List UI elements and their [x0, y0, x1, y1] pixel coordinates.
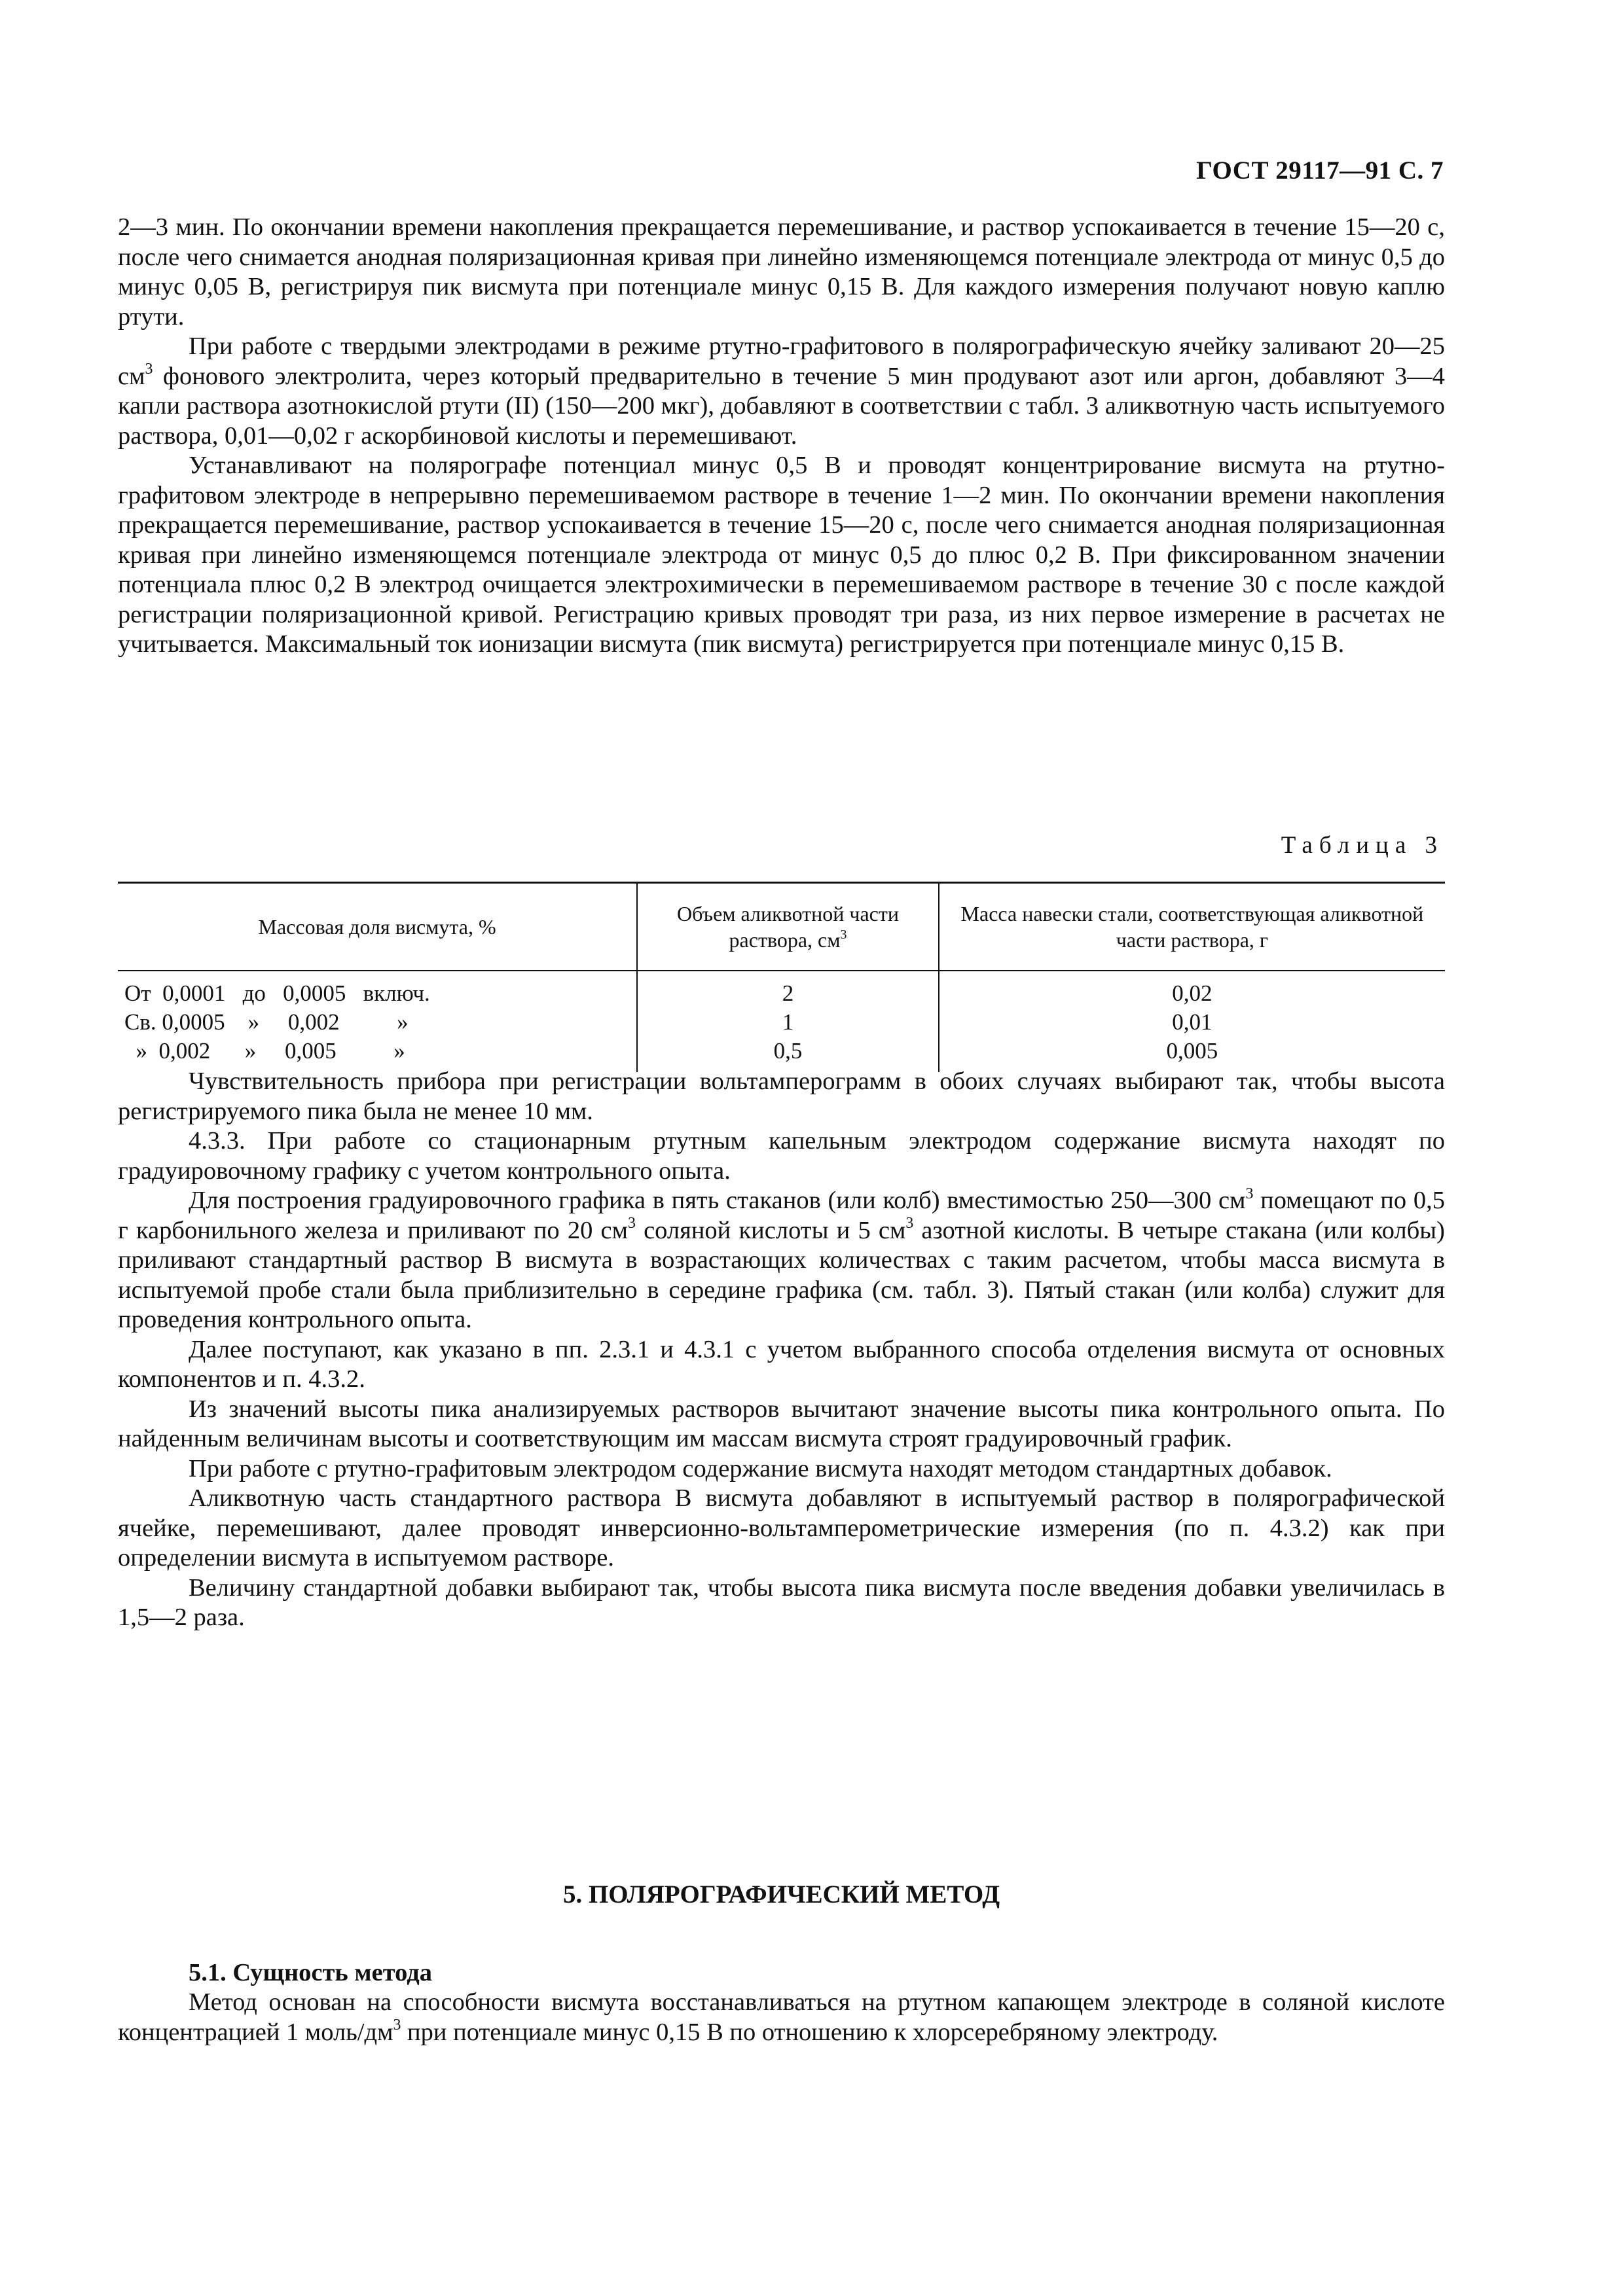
paragraph: [118, 1454, 1445, 1484]
superscript: 3: [393, 2017, 401, 2034]
paragraph: [118, 1186, 1445, 1335]
paragraph-text: Устанавливают на полярографе потенциал минус 0,5 В и проводят концентрирование висмута на ртутно-графитовом электроде в непрерывно перемешиваемом растворе в течение 1—2 мин. По окончании времени накопления прекращается перемешивание, раствор успокаивается в течение 15—20 с, после чего снимается анодная поляризационная кривая при линейно изменяющемся потенциале электрода от минус 0,5 до плюс 0,2 В. При фиксированном значении потенциала плюс 0,2 В электрод очищается электрохимически в перемешиваемом растворе в течение 30 с после каждой регистрации поляризационной кривой. Регистрацию кривых проводят три раза, из них первое измерение в расчетах не учитывается. Максимальный ток ионизации висмута (пик висмута) регистрируется при потенциале минус 0,15 В.: [118, 452, 1445, 658]
column-header: [637, 883, 939, 971]
superscript: 3: [627, 1215, 636, 1232]
text-block-lower: [118, 1988, 1445, 2047]
paragraph: [118, 1573, 1445, 1633]
paragraph-text: Далее поступают, как указано в пп. 2.3.1 и 4.3.1 с учетом выбранного способа отделения висмута от основных компонентов и п. 4.3.2.: [118, 1335, 1445, 1393]
paragraph: [118, 451, 1445, 660]
text-block-upper: [118, 213, 1445, 660]
table-cell: 0,02: [939, 971, 1445, 1008]
table-header-row: [118, 883, 1445, 971]
table-cell: От 0,0001 до 0,0005 включ.: [124, 980, 430, 1006]
table-row: [118, 1008, 1445, 1037]
paragraph: [118, 213, 1445, 332]
paragraph: [118, 1335, 1445, 1395]
table-cell: 0,5: [637, 1037, 939, 1072]
subsection-title: 5.1. Сущность метода: [189, 1959, 432, 1986]
paragraph-text: Для построения градуировочного графика в пять стаканов (или колб) вместимостью 250—300 см: [189, 1187, 1246, 1214]
table-row: [118, 971, 1445, 1008]
table-3: [118, 882, 1445, 1072]
table-caption: Таблица 3: [1281, 832, 1444, 859]
text-block-middle: [118, 1067, 1445, 1633]
superscript: 3: [145, 361, 153, 378]
paragraph-text: 2—3 мин. По окончании времени накопления прекращается перемешивание, и раствор успокаивается в течение 15—20 с, после чего снимается анодная поляризационная кривая при линейно изменяющемся потенциале электрода от минус 0,5 до минус 0,05 В, регистрируя пик висмута при потенциале минус 0,15 В. Для каждого измерения получают новую каплю ртути.: [118, 213, 1445, 331]
paragraph: [118, 1126, 1445, 1186]
superscript: 3: [905, 1215, 914, 1232]
section-title: 5. ПОЛЯРОГРАФИЧЕСКИЙ МЕТОД: [562, 1880, 1000, 1909]
column-header-text: Объем аликвотной части раствора, см: [676, 902, 899, 952]
paragraph: [118, 1988, 1445, 2047]
paragraph-text: Чувствительность прибора при регистрации вольтамперограмм в обоих случаях выбирают так, чтобы высота регистрируемого пика была не менее 10 мм.: [118, 1067, 1445, 1125]
paragraph-text: фонового электролита, через который предварительно в течение 5 мин продувают азот или аргон, добавляют 3—4 капли раствора азотнокислой ртути (II) (150—200 мкг), добавляют в соответствии с табл. 3 аликвотную часть испытуемого раствора, 0,01—0,02 г аскорбиновой кислоты и перемешивают.: [118, 362, 1445, 450]
paragraph-text: При работе с твердыми электродами в режиме ртутно-графитового в полярографическую ячейку заливают 20—25 см: [118, 332, 1445, 390]
table-cell: 0,005: [939, 1037, 1445, 1072]
table-cell: Св. 0,0005 » 0,002 »: [124, 1009, 409, 1035]
paragraph: [118, 1067, 1445, 1126]
paragraph-text: соляной кислоты и 5 см: [635, 1216, 906, 1244]
paragraph-text: 4.3.3. При работе со стационарным ртутным капельным электродом содержание висмута находят по градуировочному графику с учетом контрольного опыта.: [118, 1127, 1445, 1185]
superscript: 3: [840, 927, 847, 942]
paragraph-text: при потенциале минус 0,15 В по отношению к хлорсеребряному электроду.: [401, 2018, 1218, 2046]
paragraph-text: Метод основан на способности висмута восстанавливаться на ртутном капающем электроде в соляной кислоте концентрацией 1 моль/дм: [118, 1988, 1445, 2046]
page-header: ГОСТ 29117—91 С. 7: [1196, 156, 1444, 185]
paragraph-text: Аликвотную часть стандартного раствора В висмута добавляют в испытуемый раствор в полярографической ячейке, перемешивают, далее проводят инверсионно-вольтамперометрические измерения (по п. 4.3.2) как при определении висмута в испытуемом растворе.: [118, 1484, 1445, 1571]
paragraph-text: азотной кислоты. В четыре стакана (или колбы) приливают стандартный раствор В висмута в возрастающих количествах с таким расчетом, чтобы масса висмута в испытуемой пробе стали была приблизительно в середине графика (см. табл. 3). Пятый стакан (или колба) служит для проведения контрольного опыта.: [118, 1216, 1445, 1333]
superscript: 3: [1245, 1185, 1254, 1202]
paragraph-text: Величину стандартной добавки выбирают так, чтобы высота пика висмута после введения добавки увеличилась в 1,5—2 раза.: [118, 1573, 1445, 1631]
paragraph-text: При работе с ртутно-графитовым электродом содержание висмута находят методом стандартных добавок.: [189, 1454, 1332, 1482]
table-cell: 1: [637, 1008, 939, 1037]
paragraph: [118, 332, 1445, 451]
table-cell: 0,01: [939, 1008, 1445, 1037]
column-header: Масса навески стали, соответствующая аликвотной части раствора, г: [939, 883, 1445, 971]
paragraph: [118, 1484, 1445, 1573]
paragraph-text: Из значений высоты пика анализируемых растворов вычитают значение высоты пика контрольного опыта. По найденным величинам высоты и соответствующим им массам висмута строят градуировочный график.: [118, 1395, 1445, 1452]
table-cell: 2: [637, 971, 939, 1008]
table-cell: » 0,002 » 0,005 »: [124, 1038, 405, 1064]
column-header: Массовая доля висмута, %: [118, 883, 637, 971]
paragraph: [118, 1395, 1445, 1454]
paragraph-text: помещают по 0,5 г карбонильного железа и приливают по 20 см: [118, 1187, 1445, 1244]
